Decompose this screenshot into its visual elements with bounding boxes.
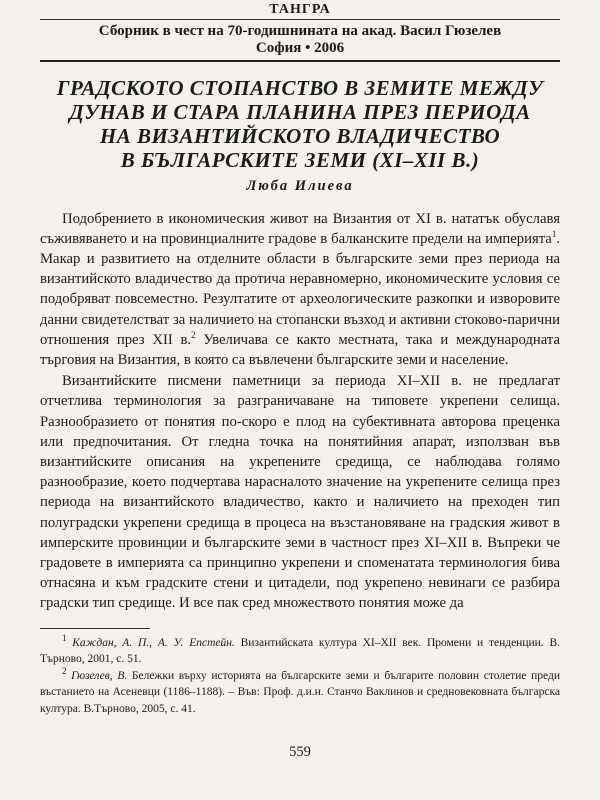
- article-body: [40, 209, 560, 614]
- footnote-separator: [40, 628, 150, 629]
- article-title: [44, 76, 556, 172]
- paragraph-text: Подобрението в икономическия живот на Византия от XI в. нататък обуславя съживяването и на провинциалните градове в балканските предели на империята: [40, 210, 560, 247]
- footnote: [40, 665, 560, 718]
- footnote-number: 2: [62, 665, 67, 676]
- footnote-text: Византийската култура XI–XII век. Промени и тенденции. В. Търново, 2001, с. 51.: [40, 636, 561, 666]
- body-paragraph: [40, 209, 560, 371]
- running-header: [40, 0, 560, 58]
- place-and-year: София • 2006: [255, 40, 345, 57]
- footnote-number: 1: [62, 632, 67, 643]
- paragraph-text: . Макар и развитието на отделните области в българските земи през периода на византийското владичество да протича неравномерно, икономическите условия се подобряват повсеместно. Резултатите от археологическите разкопки и изворовите данни свидетелстват за наличието на стопански възход и активни стоково-парични отношения през XII в.: [40, 230, 560, 348]
- header-divider: [40, 60, 560, 62]
- footnote: [40, 632, 561, 668]
- footnote-text: Бележки върху историята на българските земи и българите половин столетие преди въстанието на Асеневци (1186–1188). – Във: Проф. д.и.н. Станчо Ваклинов и средновековната българска култура. В.Търново, 2005, с. 41.: [40, 669, 560, 715]
- footnote-marker: 2: [191, 329, 196, 340]
- page-number: 559: [289, 744, 311, 760]
- collection-title: Сборник в чест на 70-годишнината на акад. Васил Гюзелев: [98, 23, 502, 40]
- footnote-author: Каждан, А. П., А. У. Епстейн.: [72, 636, 235, 649]
- body-paragraph: [40, 371, 560, 613]
- paragraph-text: Увеличава се както местната, така и международната търговия на Византия, в която са въвлечени българските земи и население.: [40, 331, 560, 369]
- header-rule: [40, 19, 560, 20]
- title-line: ГРАДСКОТО СТОПАНСТВО В ЗЕМИТЕ МЕЖДУ: [56, 75, 544, 100]
- paragraph-text: Византийските писмени паметници за периода XI–XII в. не предлагат отчетлива терминология за разграничаване на типовете укрепени селища. Разнообразието от понятия по-скоро е плод на субективната авторова преценка или предпочитания. От гледна точка на понятийния апарат, използван във византийските описания на укрепените средища, се наблюдава голямо разнообразие, което подчертава нарасналото значение на укрепените селища през периода на византийското владичество, както и наличието на преходен тип полуградски укрепени средища в процеса на възстановяване на градския живот в имперските провинции и българските земи в частност през XI–XII в. Въпреки че градовете в империята са принципно укрепени и споменатата терминология бива отнасяна и към градските стени и цитадели, под укрепено невинаги се разбира градски тип средище. И все пак сред множеството понятия може да: [40, 373, 560, 612]
- footnote-author: Гюзелев, В.: [71, 669, 128, 682]
- title-line: В БЪЛГАРСКИТЕ ЗЕМИ (XI–XII В.): [120, 147, 480, 172]
- footnotes: [40, 632, 561, 718]
- article-author: Люба Илиева: [246, 177, 354, 194]
- series-title: ТАНГРА: [269, 2, 331, 17]
- title-line: ДУНАВ И СТАРА ПЛАНИНА ПРЕЗ ПЕРИОДА: [69, 99, 531, 124]
- footnote-marker: 1: [551, 228, 557, 239]
- title-line: НА ВИЗАНТИЙСКОТО ВЛАДИЧЕСТВО: [99, 123, 501, 148]
